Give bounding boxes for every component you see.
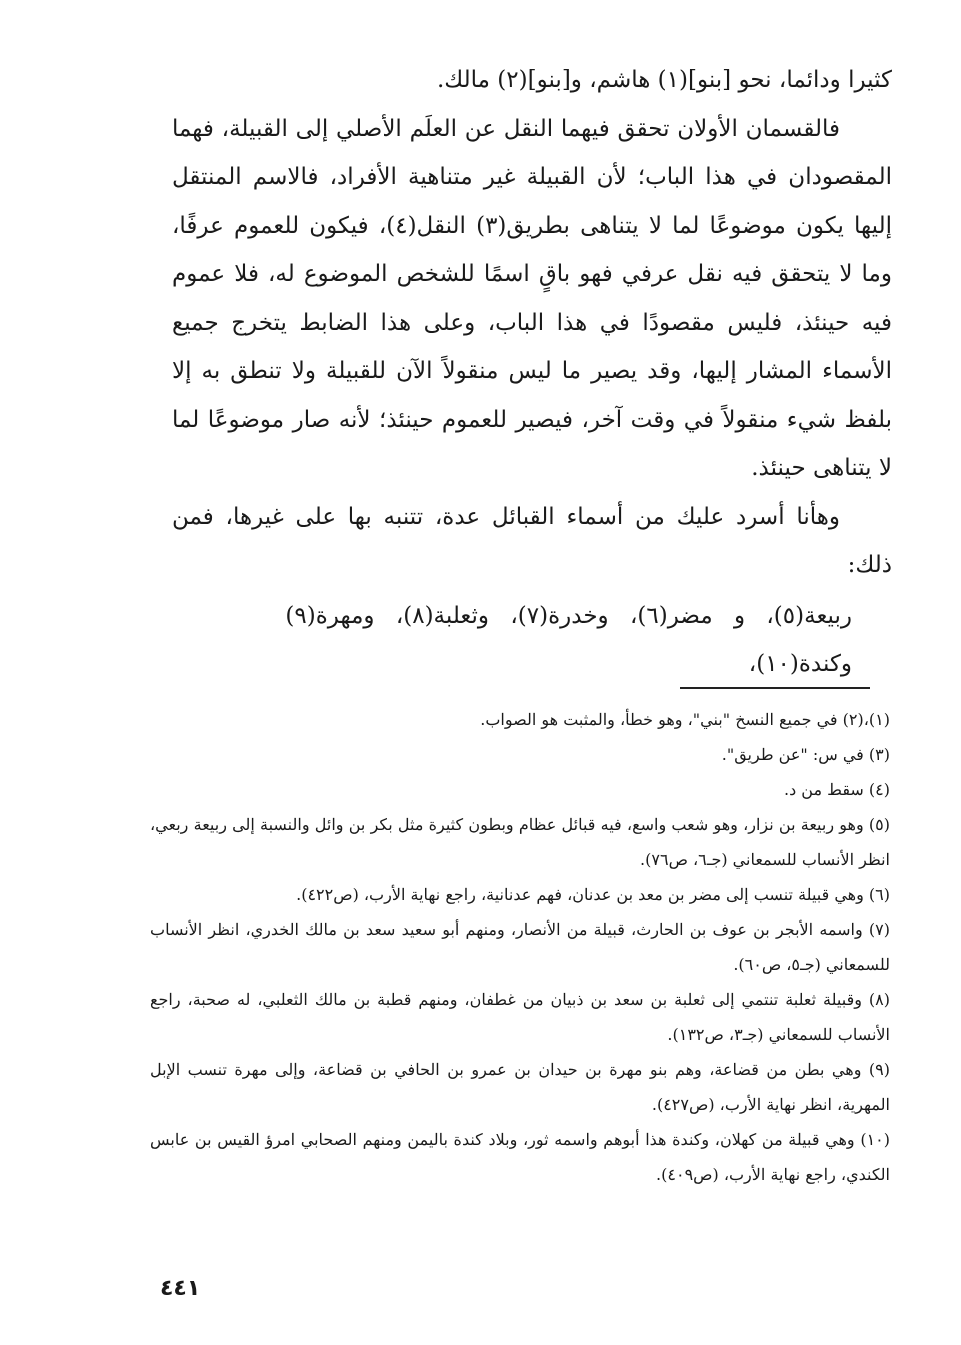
footnote-separator	[680, 687, 870, 689]
paragraph-two-sections: فالقسمان الأولان تحقق فيهما النقل عن العلَم الأصلي إلى القبيلة، فهما المقصودان في هذا الباب؛ لأن القبيلة غير متناهية الأفراد، فالاسم المنتقل إليها يكون موضوعًا لما لا يتناهى بطريق(٣) النقل(٤)، فيكون للعموم عرفًا، وما لا يتحقق فيه نقل عرفي فهو باقٍ اسمًا للشخص الموضوع له، فلا عموم فيه حينئذ، فليس مقصودًا في هذا الباب، وعلى هذا الضابط يتخرج جميع الأسماء المشار إليها، وقد يصير ما ليس منقولاً الآن للقبيلة ولا تنطق به إلا بلفظ شيء منقولاً في وقت آخر، فيصير للعموم حينئذ؛ لأنه صار موضوعًا لما لا يتناهى حينئذ.	[172, 115, 892, 481]
footnote-6: (٦) وهي قبيلة تنسب إلى مضر بن معد بن عدنان، فهم عدنانية، راجع نهاية الأرب، (ص٤٢٢).	[296, 885, 890, 904]
footnote-9: (٩) وهي بطن من قضاعة، وهم بنو مهرة بن حيدان بن عمرو بن الحافي بن قضاعة، وإلى مهرة تنسب الإبل المهرية، انظر نهاية الأرب، (ص٤٢٧).	[150, 1060, 890, 1114]
footnote-5: (٥) وهو ربيعة بن نزار، وهو شعب واسع، فيه قبائل عظام وبطون كثيرة مثل بكر بن وائل والنسبة إلى ربيعة ربعي، انظر الأنساب للسمعاني (جـ٦، ص٧٦).	[150, 815, 891, 869]
footnote-4: (٤) سقط من د.	[784, 780, 890, 799]
footnote-7: (٧) واسمه الأبجر بن عوف بن الحارث، قبيلة من الأنصار، ومنهم أبو سعيد سعد بن مالك الخدري، انظر الأنساب للسمعاني (جـ٥، ص٦٠).	[150, 920, 890, 974]
paragraph-tribes-intro: وهأنا أسرد عليك من أسماء القبائل عدة، تتنبه بها على غيرها، فمن ذلك:	[172, 503, 892, 578]
footnote-8: (٨) وقبيلة ثعلبة تنتمي إلى ثعلبة بن سعد بن ذبيان من غطفان، ومنهم قطبة بن مالك الثعلبي، له صحبة، راجع الأنساب للسمعاني (جـ٣، ص١٣٢).	[150, 990, 890, 1044]
page-number: ٤٤١	[160, 1276, 201, 1301]
footnote-10: (١٠) وهي قبيلة من كهلان، وكندة هذا أبوهم واسمه ثور، وبلاد كندة باليمن ومنهم الصحابي امرؤ القيس بن عابس الكندي، راجع نهاية الأرب، (ص٤٠٩).	[150, 1130, 890, 1184]
main-text-block	[172, 56, 892, 590]
paragraph-continuation: كثيرا ودائما، نحو [بنو](١) هاشم، و[بنو](٢) مالك.	[436, 67, 892, 93]
footnotes-block	[150, 702, 890, 1192]
footnote-1-2: (١)،(٢) في جميع النسخ "بني"، وهو خطأ، والمثبت هو الصواب.	[480, 710, 890, 729]
footnote-3: (٣) في س: "عن طريق".	[721, 745, 890, 764]
tribes-list-line: ربيعة(٥)، و مضر(٦)، وخدرة(٧)، وثعلبة(٨)، ومهرة(٩) وكندة(١٠)،	[285, 603, 852, 677]
